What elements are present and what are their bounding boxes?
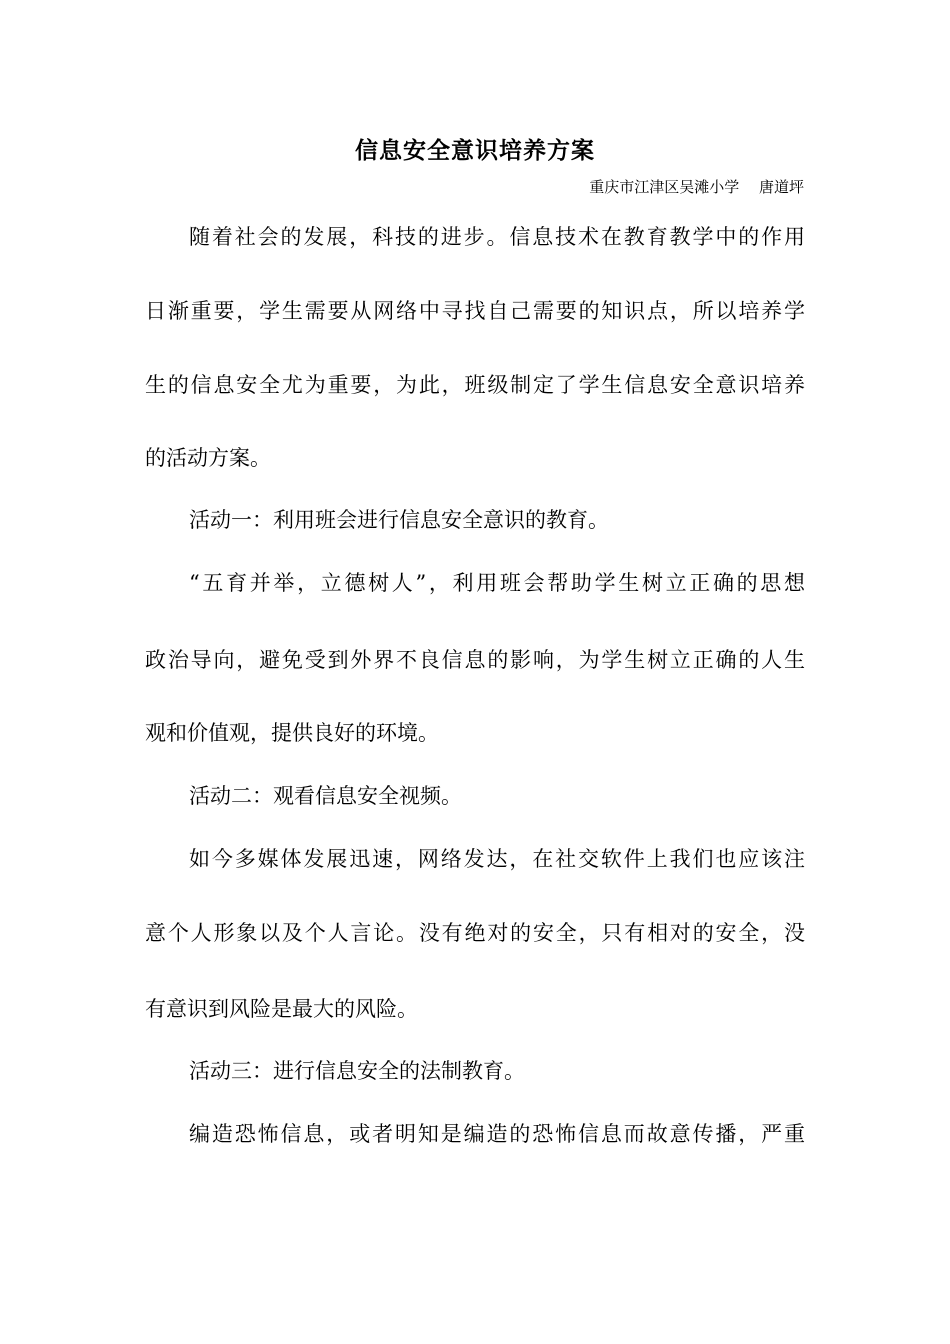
paragraph-line: 政治导向，避免受到外界不良信息的影响，为学生树立正确的人生 <box>145 648 805 672</box>
paragraph-line: “五育并举，立德树人”，利用班会帮助学生树立正确的思想 <box>189 571 805 595</box>
paragraph-line: 的活动方案。 <box>145 446 271 470</box>
paragraph-line: 生的信息安全尤为重要，为此，班级制定了学生信息安全意识培养 <box>145 373 805 397</box>
paragraph-line: 意个人形象以及个人言论。没有绝对的安全，只有相对的安全，没 <box>145 921 805 945</box>
paragraph-line: 随着社会的发展，科技的进步。信息技术在教育教学中的作用 <box>189 225 805 249</box>
activity-heading: 活动二：观看信息安全视频。 <box>189 784 462 808</box>
document-author: 重庆市江津区吴滩小学 唐道坪 <box>589 178 804 196</box>
document-title: 信息安全意识培养方案 <box>355 138 595 164</box>
paragraph-line: 如今多媒体发展迅速，网络发达，在社交软件上我们也应该注 <box>189 847 805 871</box>
activity-heading: 活动一：利用班会进行信息安全意识的教育。 <box>189 508 609 532</box>
activity-heading: 活动三：进行信息安全的法制教育。 <box>189 1059 525 1083</box>
paragraph-line: 编造恐怖信息，或者明知是编造的恐怖信息而故意传播，严重 <box>189 1122 805 1146</box>
paragraph-line: 观和价值观，提供良好的环境。 <box>145 721 439 745</box>
paragraph-line: 有意识到风险是最大的风险。 <box>145 997 418 1021</box>
paragraph-line: 日渐重要，学生需要从网络中寻找自己需要的知识点，所以培养学 <box>145 299 805 323</box>
